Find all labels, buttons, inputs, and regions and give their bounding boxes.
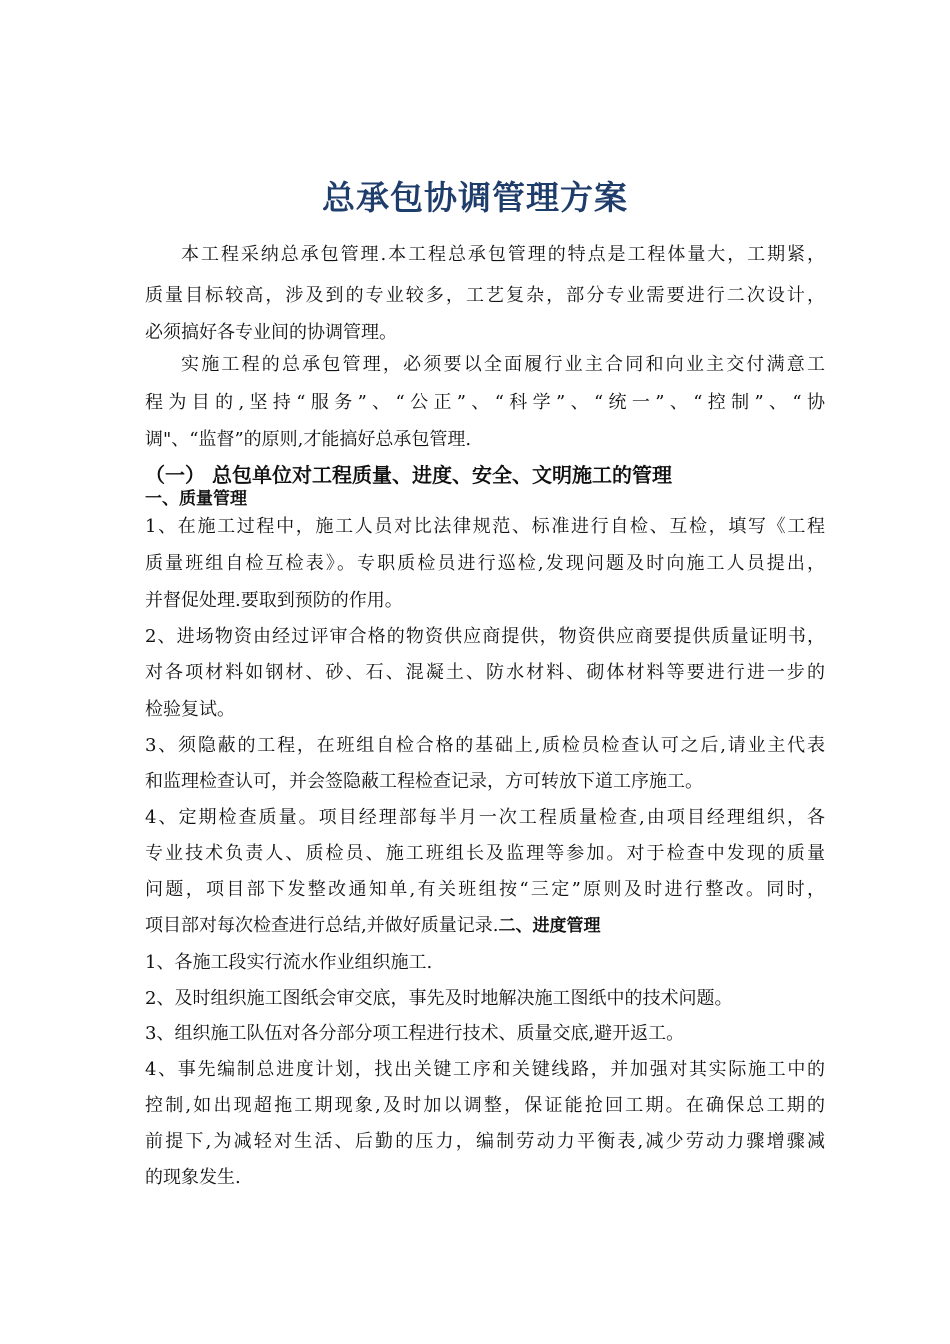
progress-item-4-line: 4、事先编制总进度计划，找出关键工序和关键线路，并加强对其实际施工中的 — [145, 1059, 825, 1080]
quality-item-3-line: 和监理检查认可，并会签隐蔽工程检查记录，方可转放下道工序施工。 — [145, 771, 703, 792]
quality-item-4-last-line: 项目部对每次检查进行总结,并做好质量记录. — [145, 915, 499, 936]
quality-item-1-line: 并督促处理.要取到预防的作用。 — [145, 590, 403, 611]
quality-item-4-line: 专业技术负责人、质检员、施工班组长及监理等参加。对于检查中发现的质量 — [145, 843, 825, 864]
intro-paragraph-1-line: 本工程采纳总承包管理.本工程总承包管理的特点是工程体量大，工期紧， — [181, 244, 825, 265]
quality-item-4-line: 问题，项目部下发整改通知单,有关班组按“三定”原则及时进行整改。同时， — [145, 879, 825, 900]
quality-item-1-line: 1、在施工过程中，施工人员对比法律规范、标准进行自检、互检，填写《工程 — [145, 516, 825, 537]
quality-item-2-line: 检验复试。 — [145, 699, 235, 720]
intro-paragraph-2-line: 程为目的,坚持“服务”、“公正”、“科学”、“统一”、“控制”、“协 — [145, 392, 825, 413]
intro-paragraph-1-line: 质量目标较高，涉及到的专业较多，工艺复杂，部分专业需要进行二次设计， — [145, 285, 825, 306]
quality-heading: 一、质量管理 — [145, 489, 247, 509]
quality-item-1-line: 质量班组自检互检表》。专职质检员进行巡检,发现问题及时向施工人员提出， — [145, 553, 825, 574]
progress-item-4-line: 前提下,为减轻对生活、后勤的压力，编制劳动力平衡表,减少劳动力骤增骤减 — [145, 1131, 825, 1152]
quality-item-2-line: 2、进场物资由经过评审合格的物资供应商提供，物资供应商要提供质量证明书， — [145, 626, 825, 647]
progress-item-2: 2、及时组织施工图纸会审交底，事先及时地解决施工图纸中的技术问题。 — [145, 988, 733, 1009]
progress-item-4-line: 的现象发生. — [145, 1167, 241, 1188]
progress-item-3: 3、组织施工队伍对各分部分项工程进行技术、质量交底,避开返工。 — [145, 1023, 685, 1044]
quality-item-2-line: 对各项材料如钢材、砂、石、混凝土、防水材料、砌体材料等要进行进一步的 — [145, 662, 825, 683]
progress-item-4-line: 控制,如出现超拖工期现象,及时加以调整，保证能抢回工期。在确保总工期的 — [145, 1095, 825, 1116]
progress-heading: 二、进度管理 — [498, 916, 601, 936]
intro-paragraph-1-line: 必须搞好各专业间的协调管理。 — [145, 322, 397, 343]
document-title: 总承包协调管理方案 — [322, 178, 628, 217]
progress-item-1: 1、各施工段实行流水作业组织施工. — [145, 952, 433, 973]
intro-paragraph-2-line: 实施工程的总承包管理，必须要以全面履行业主合同和向业主交付满意工 — [181, 354, 825, 375]
quality-item-4-line: 4、定期检查质量。项目经理部每半月一次工程质量检查,由项目经理组织，各 — [145, 807, 825, 828]
intro-paragraph-2-line: 调"、“监督”的原则,才能搞好总承包管理. — [145, 429, 472, 450]
quality-item-3-line: 3、须隐蔽的工程，在班组自检合格的基础上,质检员检查认可之后,请业主代表 — [145, 735, 825, 756]
quality-item-4-line-with-heading — [145, 913, 825, 939]
section-heading: （一） 总包单位对工程质量、进度、安全、文明施工的管理 — [145, 463, 672, 487]
